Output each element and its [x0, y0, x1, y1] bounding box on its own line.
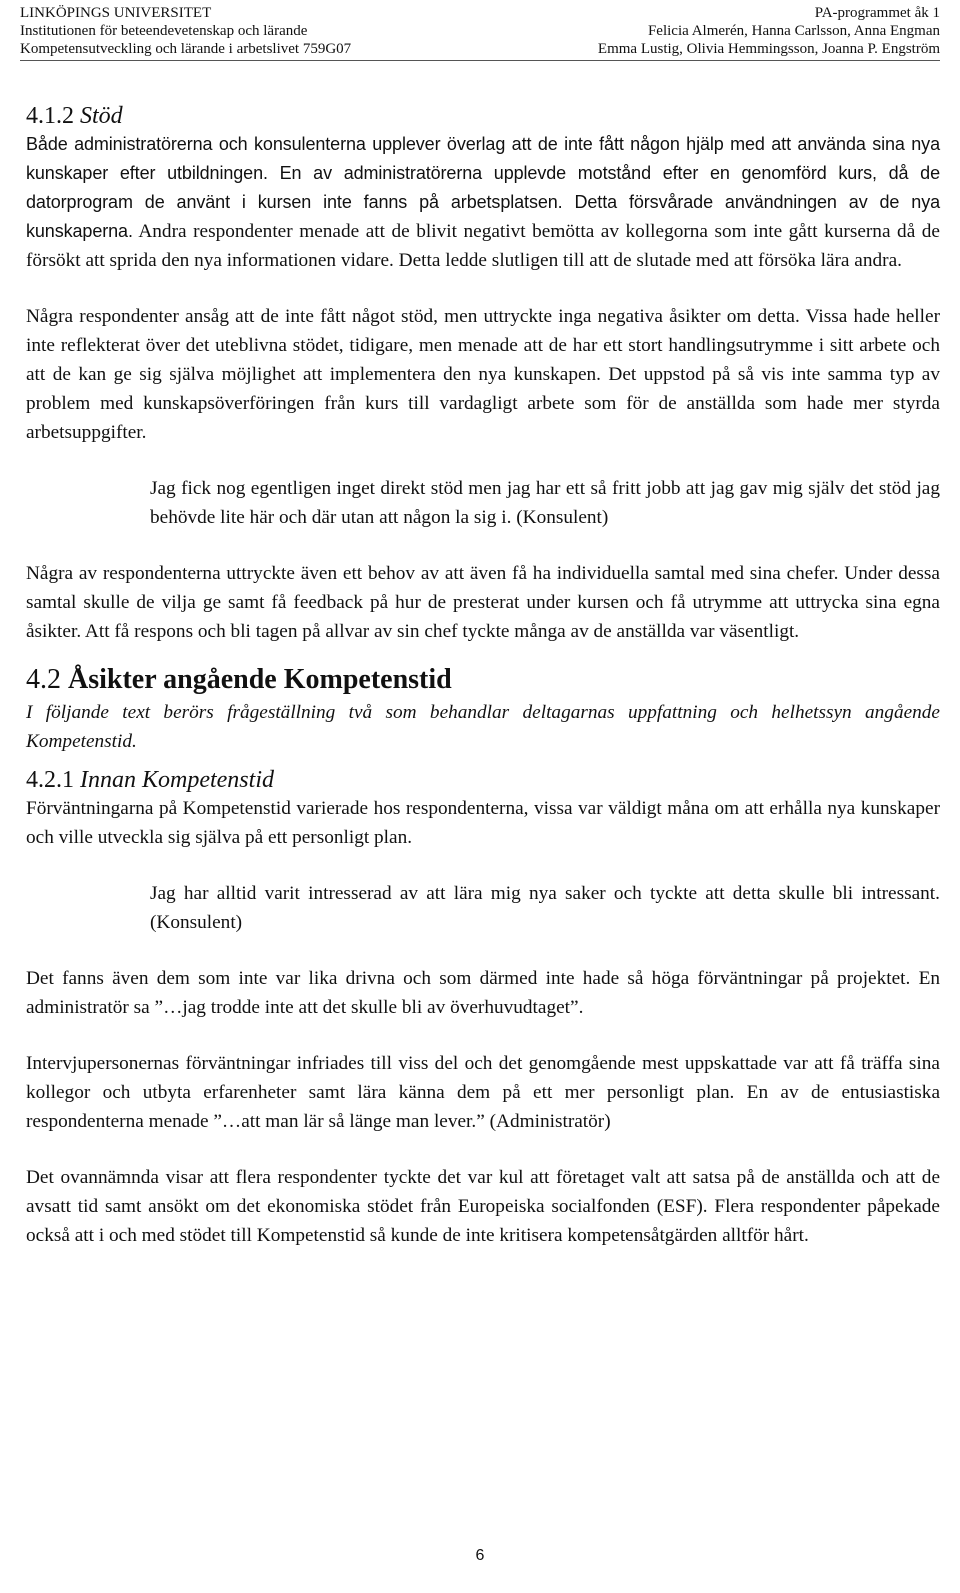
page-header	[20, 4, 940, 60]
heading-number: 4.1.2	[26, 103, 74, 129]
heading-4-2	[26, 662, 940, 698]
block-quote: Jag fick nog egentligen inget direkt stöd men jag har ett så fritt jobb att jag gav mig själv det stöd jag behövde lite här och där utan att någon la sig i. (Konsulent)	[150, 478, 940, 528]
spacer	[26, 1022, 940, 1049]
header-program: PA-programmet åk 1	[814, 5, 940, 21]
header-institution: Institutionen för beteendevetenskap och lärande	[20, 23, 308, 39]
block-quote: Jag har alltid varit intresserad av att lära mig nya saker och tyckte att detta skulle bli intressant. (Konsulent)	[150, 883, 940, 933]
header-right	[598, 4, 940, 58]
paragraph-serif-part: Andra respondenter menade att de blivit negativt bemötta av kollegorna som inte gått kurserna då de försökt att sprida den nya informationen vidare. Detta ledde slutligen till att de slutade med att försöka lära andra.	[26, 221, 940, 271]
heading-number: 4.2	[26, 664, 61, 695]
header-course: Kompetensutveckling och lärande i arbetslivet 759G07	[20, 41, 352, 57]
paragraph: Det ovannämnda visar att flera respondenter tyckte det var kul att företaget valt att satsa på de anställda och att de avsatt tid samt ansökt om det ekonomiska stödet från Europeiska socialfonden (ESF). Flera respondenter påpekade också att i och med stödet till Kompetenstid så kunde de inte kritisera kompetensåtgärden alltför hårt.	[26, 1167, 940, 1246]
header-authors-1: Felicia Almerén, Hanna Carlsson, Anna Engman	[647, 23, 940, 39]
spacer	[26, 447, 940, 474]
header-left	[20, 4, 351, 58]
header-divider	[20, 60, 940, 61]
page-body	[26, 100, 940, 1250]
spacer	[26, 275, 940, 302]
heading-title: Innan Kompetenstid	[80, 767, 274, 793]
heading-title: Åsikter angående Kompetenstid	[68, 664, 452, 695]
heading-4-1-2	[26, 100, 940, 132]
spacer	[26, 1136, 940, 1163]
spacer	[26, 756, 940, 764]
paragraph	[26, 130, 940, 275]
heading-number: 4.2.1	[26, 767, 74, 793]
page-number: 6	[475, 1547, 485, 1564]
paragraph: Några respondenter ansåg att de inte fått något stöd, men uttryckte inga negativa åsikter om detta. Vissa hade heller inte reflekterat över det uteblivna stödet, tidigare, men menade att de har ett stort handlingsutrymme i sitt arbete och att de kan ge sig själva möjlighet att implementera den nya kunskapen. Det uppstod på så vis inte samma typ av problem med kunskapsöverföringen från kurs till vardagligt arbete som för de anställda som hade mer styrda arbetsuppgifter.	[26, 306, 940, 443]
heading-title: Stöd	[80, 103, 123, 129]
section-intro: I följande text berörs frågeställning två som behandlar deltagarnas uppfattning och helhetssyn angående Kompetenstid.	[26, 702, 940, 752]
paragraph: Några av respondenterna uttryckte även ett behov av att även få ha individuella samtal med sina chefer. Under dessa samtal skulle de vilja ge samt få feedback på hur de presterat under kursen och få utrymme att uttrycka sina egna åsikter. Att få respons och bli tagen på allvar av sin chef tyckte många av de anställda var väsentligt.	[26, 563, 940, 642]
paragraph: Förväntningarna på Kompetenstid varierade hos respondenterna, vissa var väldigt måna om att erhålla nya kunskaper och ville utveckla sig själva på ett personligt plan.	[26, 798, 940, 848]
paragraph: Det fanns även dem som inte var lika drivna och som därmed inte hade så höga förväntningar på projektet. En administratör sa ”…jag trodde inte att det skulle bli av överhuvudtaget”.	[26, 968, 940, 1018]
paragraph: Intervjupersonernas förväntningar infriades till viss del och det genomgående mest uppskattade var att få träffa sina kollegor och utbyta erfarenheter samt lära känna dem på ett mer personligt plan. En av de entusiastiska respondenterna menade ”…att man lär så länge man lever.” (Administratör)	[26, 1053, 940, 1132]
spacer	[26, 532, 940, 559]
spacer	[26, 852, 940, 879]
header-authors-2: Emma Lustig, Olivia Hemmingsson, Joanna P. Engström	[597, 41, 940, 57]
heading-4-2-1	[26, 764, 940, 796]
spacer	[26, 646, 940, 662]
spacer	[26, 937, 940, 964]
paragraph-sans-part: Både administratörerna och konsulenterna upplever överlag att de inte fått någon hjälp med att använda sina nya kunskaper efter utbildningen. En av administratörerna upplevde motstånd efter en genomförd kurs, då de datorprogram de använt i kursen inte fanns på arbetsplatsen. Detta försvårade användningen av de nya kunskaperna.	[26, 134, 940, 241]
header-university: LINKÖPINGS UNIVERSITET	[20, 5, 212, 21]
